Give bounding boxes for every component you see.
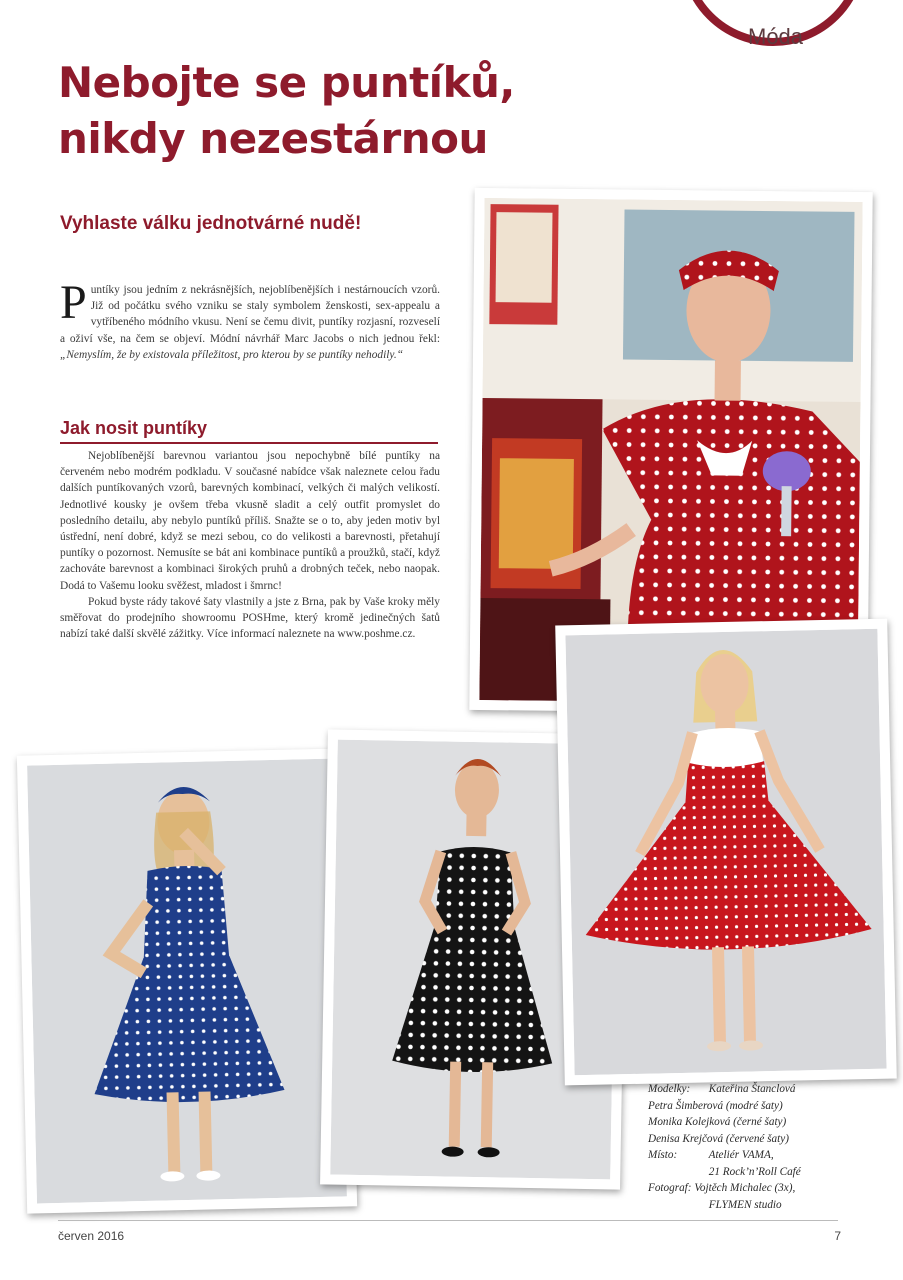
photographer-label: Fotograf: [648, 1182, 692, 1194]
photographer-value: FLYMEN studio [708, 1198, 782, 1211]
credits-row-models [648, 1081, 888, 1098]
section-heading: Jak nosit puntíky [60, 418, 438, 444]
body-paragraph-1: Nejoblíbenější barevnou variantou jsou nepochybně bílé puntíky na červeném nebo modrém podkladu. V současné nabídce však naleznete celou řadu dalších puntíkovaných vzorů, barevných kombinací, velkých či malých velikostí. Jednotlivé kousky je ovšem třeba vkusně sladit a celý outfit promyslet do posledního detailu, aby nebylo puntíků příliš. Snažte se o to, aby jeden motiv byl ústřední, není dobré, když se mezi sebou, co do velikosti a barevnosti, přetahují puntíky o pozornost. Nemusíte se bát ani kombinace puntíků a proužků, stačí, když zachováte barevnost a kombinaci širokých pruhů a drobných teček, nebo naopak. Dodá to Vašemu looku svěžest, mladost i šmrnc! [60, 450, 440, 592]
model-name: Petra Šimberová (modré šaty) [648, 1099, 783, 1112]
credits-row-model [648, 1114, 888, 1131]
section-label: Móda [748, 24, 804, 49]
model-name: Kateřina Štanclová [708, 1083, 796, 1095]
footer-date: červen 2016 [58, 1229, 125, 1243]
credits-row-place [648, 1147, 888, 1164]
photo-red-dress-image [565, 629, 886, 1075]
page-number: 7 [834, 1229, 841, 1243]
credits-row-photographer [648, 1180, 888, 1197]
place-value: 21 Rock’n’Roll Café [708, 1165, 801, 1178]
credits-row-photographer [648, 1197, 888, 1214]
place-label: Místo: [648, 1149, 678, 1161]
photo-red-dress [555, 619, 897, 1086]
drop-cap: P [60, 276, 87, 329]
models-label: Modelky: [648, 1083, 691, 1095]
photo-credits [648, 1081, 888, 1213]
intro-quote: „Nemyslím, že by existovala příležitost, pro kterou by se puntíky nehodily.“ [60, 348, 404, 361]
article-subtitle: Vyhlaste válku jednotvárné nudě! [60, 213, 362, 234]
footer-divider [58, 1220, 838, 1221]
model-name: Denisa Krejčová (červené šaty) [648, 1132, 789, 1145]
credits-row-place [648, 1164, 888, 1181]
photographer-value: Vojtěch Michalec (3x), [694, 1182, 796, 1194]
article-title [58, 55, 638, 167]
photo-blue-dress-image [27, 759, 347, 1204]
article-body [60, 448, 440, 642]
intro-text: untíky jsou jedním z nekrásnějších, nejoblíbenějších i nestárnoucích vzorů. Již od počátku svého vzniku se staly symbolem ženskosti, sex-appealu a vytříbeného módního vkusu. Není se čemu divit, puntíky rozjasní, rozveselí a oživí vše, na čem se objeví. Módní návrhář Marc Jacobs o nich jednou řekl: [60, 284, 440, 345]
title-line-1: Nebojte se puntíků, [58, 58, 515, 107]
title-line-2: nikdy nezestárnou [58, 114, 488, 163]
place-value: Ateliér VAMA, [708, 1149, 774, 1161]
intro-paragraph [60, 276, 440, 363]
credits-row-model [648, 1098, 888, 1115]
photo-blue-dress [17, 748, 357, 1213]
credits-row-model [648, 1131, 888, 1148]
model-name: Monika Kolejková (černé šaty) [648, 1116, 787, 1128]
body-paragraph-2: Pokud byste rády takové šaty vlastnily a jste z Brna, pak by Vaše kroky měly směřovat do prodejního showroomu POSHme, který kromě jedinečných šatů nabízí také další skvělé zážitky. Více informací naleznete na www.poshme.cz. [60, 595, 440, 641]
